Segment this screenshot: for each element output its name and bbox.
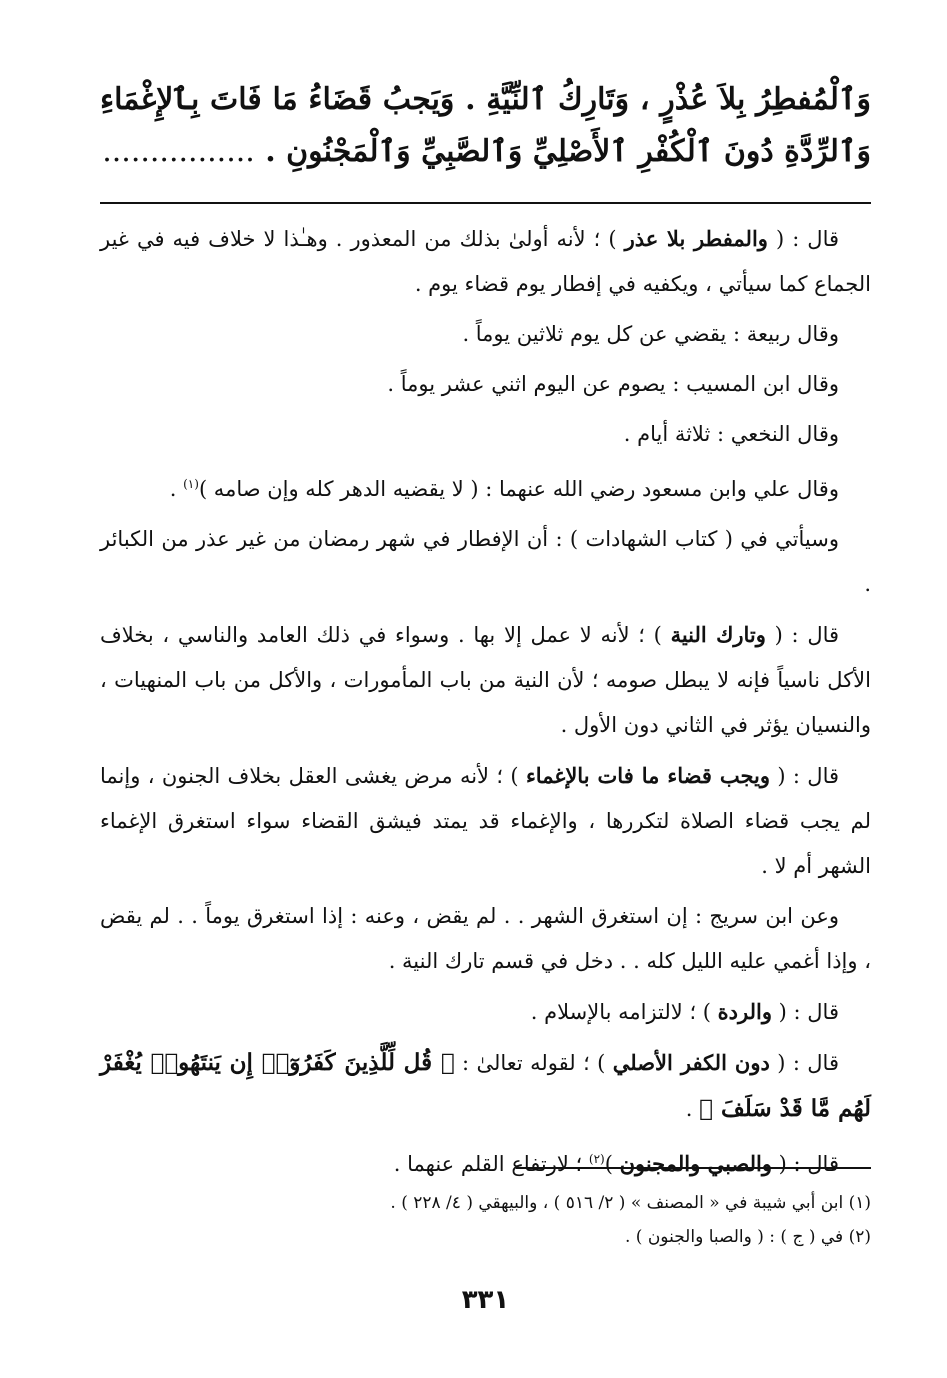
matn-line-2: ٱلْكُفْرِ ٱلأَصْلِيِّ وَٱلصَّبِيِّ وَٱلْمَجْنُونِ .: [265, 134, 714, 169]
matn-divider: [100, 202, 871, 204]
paragraph-2: وقال ربيعة : يقضي عن كل يوم ثلاثين يوماً .: [462, 322, 839, 346]
paragraph-8: قال : ( ويجب قضاء ما فات بالإغماء ) ؛ لأنه مرض يغشى العقل بخلاف الجنون ، وإنما لم يجب قضاء الصلاة لتكررها ، والإغماء قد يمتد فيشق القضاء سواء استغرق الإغماء الشهر أم لا .: [100, 763, 871, 878]
paragraph-9: وعن ابن سريج : إن استغرق الشهر . . لم يقض ، وعنه : إذا استغرق يوماً . . لم يقض ، وإذا أغمي عليه الليل كله . . دخل في قسم تارك النية .: [100, 904, 871, 973]
quoted-matn: والردة: [717, 999, 772, 1024]
page-number: ٣٣١: [461, 1285, 510, 1315]
paragraph-4: وقال النخعي : ثلاثة أيام .: [623, 422, 839, 446]
footnote-1: (١) ابن أبي شيبة في « المصنف » ( ٢/ ٥١٦ ) ، والبيهقي ( ٤/ ٢٢٨ ) .: [390, 1193, 871, 1213]
paragraph-5: وقال علي وابن مسعود رضي الله عنهما : ( لا يقضيه الدهر كله وإن صامه )$^{(١)}$ .: [169, 477, 839, 501]
footnote-ref-2: (٢): [588, 1152, 605, 1166]
quoted-matn: والصبي والمجنون: [619, 1151, 772, 1176]
matn-line-1: وَٱلْمُفطِرُ بِلاَ عُذْرٍ ، وَتَارِكُ ٱلنِّيَّةِ . وَيَجبُ قَضَاءُ مَا فَاتَ بِٱلإِغْمَاءِ وَٱلرِّدَّةِ دُونَ: [100, 82, 871, 169]
footnote-ref-1: (١): [183, 477, 199, 491]
quoted-matn: دون الكفر الأصلي: [612, 1050, 770, 1075]
quoted-matn: وتارك النية: [670, 622, 766, 647]
matn-text: [100, 74, 871, 178]
matn-dots: ................: [102, 134, 255, 169]
footnote-divider: [516, 1167, 871, 1169]
paragraph-11: قال : ( دون الكفر الأصلي ) ؛ لقوله تعالىٰ : ﴿ قُل لِّلَّذِينَ كَفَرُوٓا۟ إِن يَنتَهُوا۟ يُغْفَرْ لَهُم مَّا قَدْ سَلَفَ ﴾ .: [100, 1049, 871, 1122]
quran-verse: ﴿ قُل لِّلَّذِينَ كَفَرُوٓا۟ إِن يَنتَهُوا۟ يُغْفَرْ لَهُم مَّا قَدْ سَلَفَ ﴾: [100, 1049, 871, 1122]
paragraph-3: وقال ابن المسيب : يصوم عن اليوم اثني عشر يوماً .: [387, 372, 839, 396]
quoted-matn: ويجب قضاء ما فات بالإغماء: [525, 763, 771, 788]
paragraph-12: قال : ( والصبي والمجنون )$^{(٢)}$ ؛ لارتفاع القلم عنهما .: [393, 1151, 839, 1176]
footnote-2: (٢) في ( ج ) : ( والصبا والجنون ) .: [624, 1227, 871, 1247]
commentary: [100, 216, 871, 1192]
paragraph-7: قال : ( وتارك النية ) ؛ لأنه لا عمل إلا بها . وسواء في ذلك العامد والناسي ، بخلاف الأكل ناسياً فإنه لا يبطل صومه ؛ لأن النية من باب المأمورات ، والأكل من باب المنهيات ، والنسيان يؤثر في الثاني دون الأول .: [100, 622, 871, 737]
paragraph-6: وسيأتي في ( كتاب الشهادات ) : أن الإفطار في شهر رمضان من غير عذر من الكبائر .: [100, 527, 871, 596]
paragraph-1: قال : ( والمفطر بلا عذر ) ؛ لأنه أولىٰ بذلك من المعذور . وهـٰذا لا خلاف فيه في غير الجماع كما سيأتي ، ويكفيه في إفطار يوم قضاء يوم .: [100, 226, 871, 296]
footnotes: [100, 1186, 871, 1254]
quoted-matn: والمفطر بلا عذر: [624, 226, 768, 251]
paragraph-10: قال : ( والردة ) ؛ لالتزامه بالإسلام .: [530, 999, 839, 1024]
